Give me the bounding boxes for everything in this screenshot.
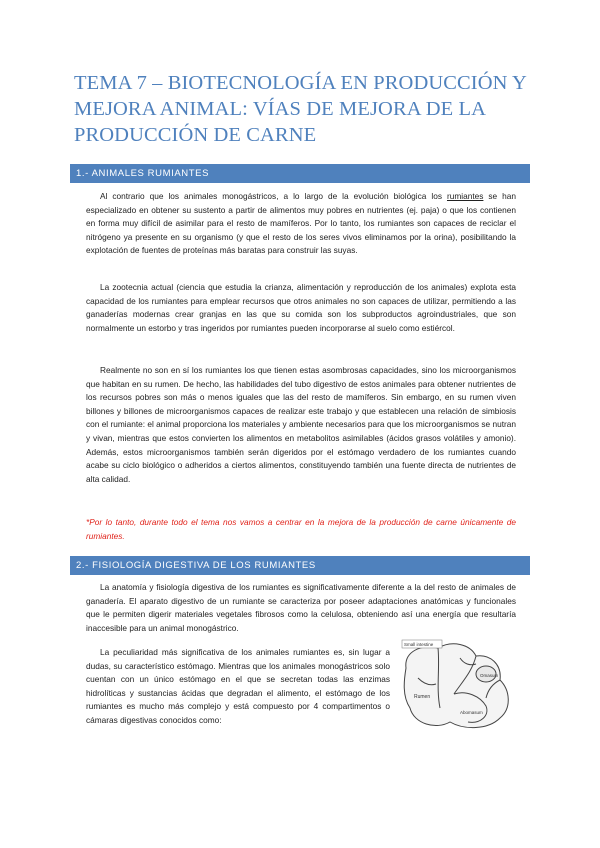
figure-label-rumen: Rumen: [414, 694, 431, 700]
paragraph-1-2: La zootecnia actual (ciencia que estudia la crianza, alimentación y reproducción de los animales) explota esta capacidad de los rumiantes para emplear recursos que otros animales no son capaces de utilizar, permitiendo a las ganaderías modernas crear granjas en las que su comida son los subproductos agroindustriales, que son normalmente un estorbo y tras ingeridos por rumiantes pueden incorporarse al suelo como estiércol.: [86, 282, 516, 333]
red-note: *Por lo tanto, durante todo el tema nos vamos a centrar en la mejora de la producción de carne únicamente de rumiantes.: [86, 517, 516, 541]
paragraph-1-3: Realmente no son en sí los rumiantes los que tienen estas asombrosas capacidades, sino los microorganismos que habitan en su rumen. De hecho, las habilidades del tubo digestivo de estos animales para obtener nutrientes de los recursos pobres son más o menos iguales que las del resto de mamíferos. Sin embargo, en su rumen viven billones y billones de microorganismos capaces de realizar este trabajo y que establecen una relación de simbiosis con el rumiante: el animal proporciona los materiales y ambiente necesarios para que los microorganismos se nutran y vivan, mientras que estos convierten los alimentos en metabolitos asimilables (ácidos grasos volátiles y amonio). Además, estos microorganismos también serán digeridos por el estómago verdadero de los rumiantes cuando acabe su ciclo biológico o adheridos a ciertos alimentos, constituyendo también una fuente directa de nutrientes de alta calidad.: [86, 365, 516, 484]
section-heading-2: 2.- FISIOLOGÍA DIGESTIVA DE LOS RUMIANTES: [70, 556, 530, 575]
section-heading-1: 1.- ANIMALES RUMIANTES: [70, 164, 530, 183]
document-title: TEMA 7 – BIOTECNOLOGÍA EN PRODUCCIÓN Y MEJORA ANIMAL: VÍAS DE MEJORA DE LA PRODUCCIÓN DE CARNE: [74, 72, 527, 146]
paragraph-2-1: La anatomía y fisiología digestiva de los rumiantes es significativamente diferente a la del resto de animales de ganadería. El aparato digestivo de un rumiante se caracteriza por poseer adaptaciones anatómicas y funcionales que le permiten digerir materiales vegetales fibrosos como la celulosa, obteniendo así una energía que resultaría inaccesible para un animal monogástrico.: [86, 582, 516, 633]
ruminant-stomach-illustration: [400, 638, 518, 732]
paragraph-1-1-start: Al contrario que los animales monogástricos, a lo largo de la evolución biológica los: [100, 191, 447, 201]
paragraph-1-1-end: se han especializado en obtener su sustento a partir de alimentos muy pobres en nutrientes (ej. paja) o que los contienen en forma muy difícil de asimilar para el resto de mamíferos. Por lo tanto, los rumiantes son capaces de reciclar el nitrógeno ya presente en su organismo (y que el resto de los seres vivos eliminamos por la orina), posibilitando la explotación de fuentes de proteínas más baratas para construir las suyas.: [86, 191, 516, 256]
figure-label-small-intestine: Small intestine: [404, 642, 434, 647]
figure-label-omasum: Omasum: [480, 673, 499, 678]
paragraph-2-2: La peculiaridad más significativa de los animales rumiantes es, sin lugar a dudas, su característico estómago. Mientras que los animales monogástricos solo cuentan con un único estómago en el que se secretan todas las enzimas hidrolíticas y sustancias ácidas que degradan el alimento, el estómago de los rumiantes es mucho más complejo y está compuesto por 4 compartimentos o cámaras digestivas conocidos como:: [86, 647, 390, 725]
paragraph-1-1: [86, 190, 516, 258]
figure-label-abomasum: Abomasum: [460, 710, 483, 715]
rumiantes-underlined-term: rumiantes: [446, 191, 484, 201]
